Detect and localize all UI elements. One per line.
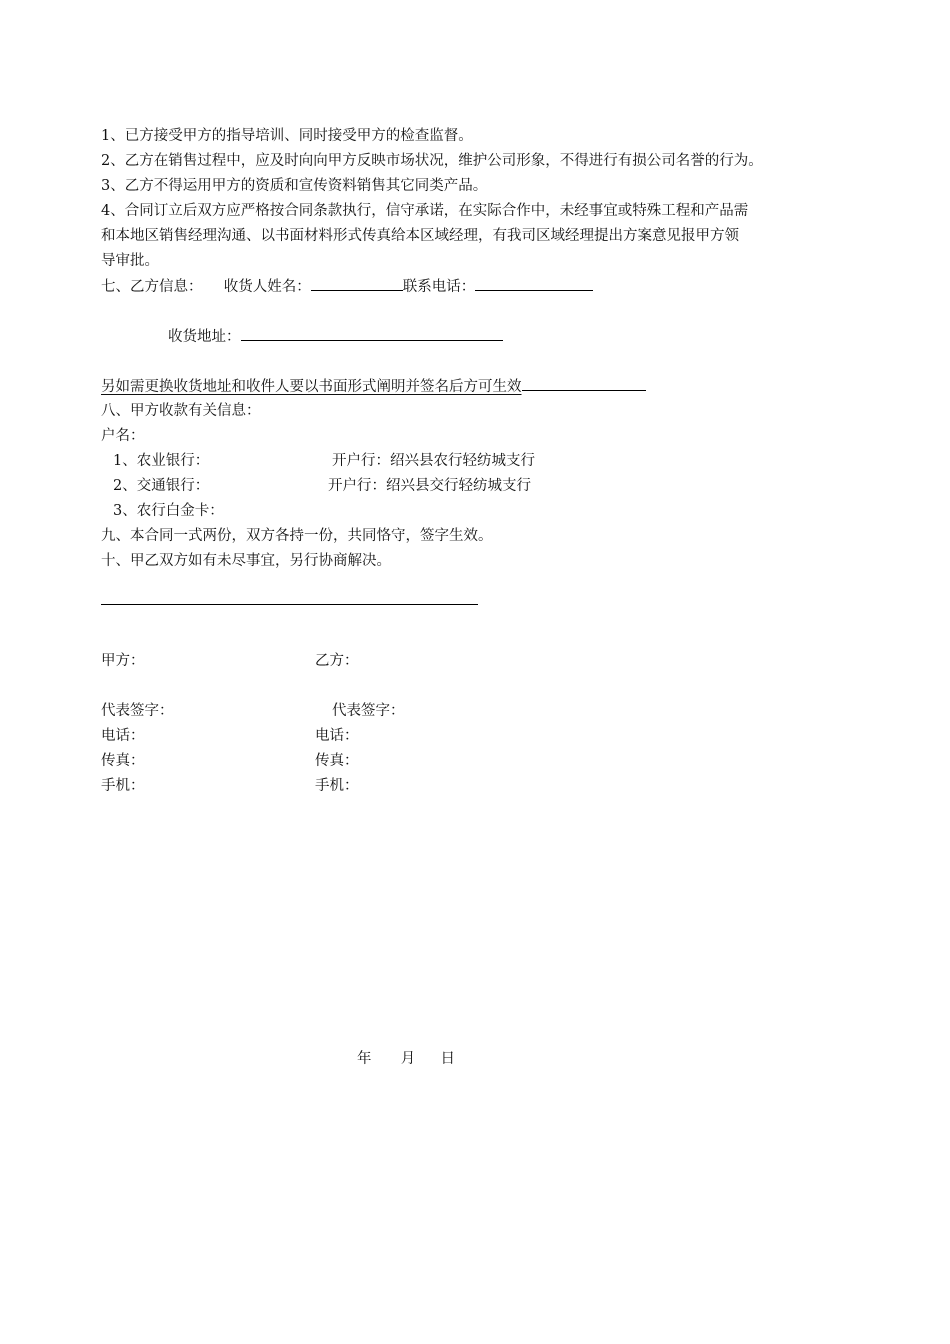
party-a-label: 甲方： bbox=[101, 653, 145, 669]
clause-3: 3、乙方不得运用甲方的资质和宣传资料销售其它同类产品。 bbox=[101, 178, 488, 194]
consignee-label: 收货人姓名： bbox=[223, 279, 311, 295]
fax-a-label: 传真： bbox=[101, 753, 145, 769]
party-b-info-row bbox=[101, 276, 593, 297]
clause-4-line-3: 导审批。 bbox=[101, 253, 159, 269]
clause-1: 1、已方接受甲方的指导培训、同时接受甲方的检查监督。 bbox=[101, 128, 473, 144]
consignee-blank[interactable] bbox=[311, 276, 403, 291]
date-day: 日 bbox=[440, 1051, 455, 1067]
date-year: 年 bbox=[357, 1051, 372, 1067]
account-name-label: 户名： bbox=[101, 428, 145, 444]
clause-10: 十、甲乙双方如有未尽事宜，另行协商解决。 bbox=[101, 553, 391, 569]
phone-b-label: 电话： bbox=[315, 728, 359, 744]
bank2-branch: 开户行：绍兴县交行轻纺城支行 bbox=[328, 478, 531, 494]
payment-heading: 八、甲方收款有关信息： bbox=[101, 403, 261, 419]
party-b-label: 乙方： bbox=[315, 653, 359, 669]
clause-2: 2、乙方在销售过程中，应及时向向甲方反映市场状况，维护公司形象，不得进行有损公司名誉的行为。 bbox=[101, 153, 763, 169]
clause-4-line-1: 4、合同订立后双方应严格按合同条款执行，信守承诺，在实际合作中，未经事宜或特殊工程和产品需 bbox=[101, 203, 749, 219]
change-note: 另如需更换收货地址和收件人要以书面形式阐明并签名后方可生效 bbox=[101, 379, 522, 395]
card-label: 3、农行白金卡： bbox=[113, 503, 224, 519]
bank2-label: 2、交通银行： bbox=[113, 478, 210, 494]
change-note-row bbox=[101, 376, 646, 397]
bank1-label: 1、农业银行： bbox=[113, 453, 210, 469]
phone-a-label: 电话： bbox=[101, 728, 145, 744]
divider bbox=[101, 604, 478, 605]
party-b-info-heading: 七、乙方信息： bbox=[101, 279, 203, 295]
rep-b-label: 代表签字： bbox=[332, 703, 405, 719]
clause-4-line-2: 和本地区销售经理沟通、以书面材料形式传真给本区域经理，有我司区域经理提出方案意见报甲方领 bbox=[101, 228, 739, 244]
address-row bbox=[168, 326, 503, 347]
address-label: 收货地址： bbox=[168, 329, 241, 345]
date-month: 月 bbox=[400, 1051, 416, 1067]
date-row bbox=[357, 1049, 455, 1069]
address-blank[interactable] bbox=[241, 326, 503, 341]
phone-label: 联系电话： bbox=[402, 279, 476, 295]
rep-a-label: 代表签字： bbox=[101, 703, 174, 719]
change-note-blank bbox=[522, 376, 646, 391]
clause-9: 九、本合同一式两份，双方各持一份，共同恪守，签字生效。 bbox=[101, 528, 493, 544]
mobile-a-label: 手机： bbox=[101, 778, 145, 794]
bank1-branch: 开户行：绍兴县农行轻纺城支行 bbox=[332, 453, 535, 469]
phone-blank[interactable] bbox=[475, 276, 593, 291]
mobile-b-label: 手机： bbox=[315, 778, 359, 794]
fax-b-label: 传真： bbox=[315, 753, 359, 769]
